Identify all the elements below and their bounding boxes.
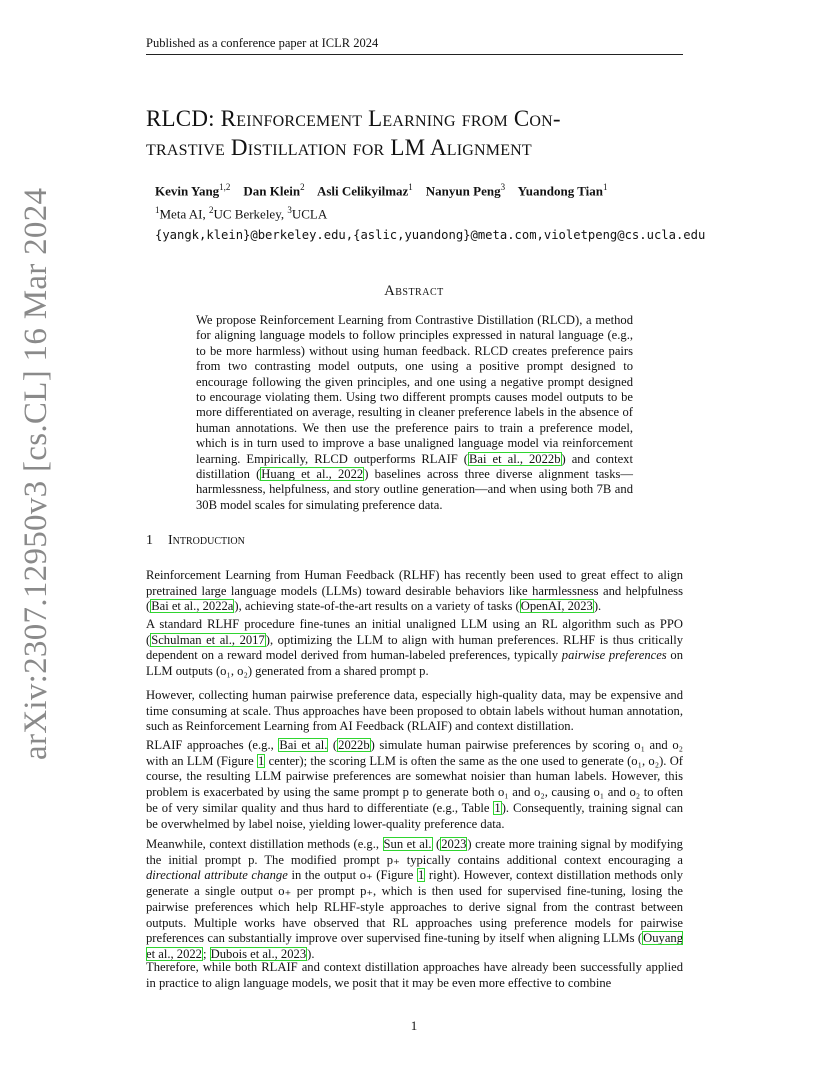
table-ref-link[interactable]: 1	[494, 800, 501, 815]
citation-link[interactable]: Bai et al., 2022b	[469, 451, 561, 466]
section-heading	[146, 533, 245, 549]
affiliation: UCLA	[291, 206, 328, 222]
header-rule	[146, 54, 683, 55]
paragraph-2	[146, 617, 683, 680]
author-affil-sup: 1	[408, 182, 413, 192]
abstract-text-part: We propose Reinforcement Learning from Contrastive Distillation (RLCD), a method for aligning language models to follow principles expressed in natural language (e.g., to be more harmless) without using human feedback. RLCD creates preference pairs from two contrasting model outputs, one using a positive prompt designed to encourage following the given principles, and one using a negative prompt designed to encourage violating them. Using two different prompts causes model outputs to be more differentiated on average, resulting in cleaner preference labels in the absence of human annotations. We then use the preference pairs to train a preference model, which is in turn used to improve a base unaligned language model via reinforcement learning. Empirically, RLCD outperforms RLAIF (	[196, 313, 633, 466]
title-line-1: RLCD: Reinforcement Learning from Con-	[146, 106, 561, 131]
arxiv-identifier: arXiv:2307.12950v3 [cs.CL] 16 Mar 2024	[18, 187, 54, 760]
author-name: Yuandong Tian	[517, 183, 604, 199]
citation-link[interactable]: Bai et al.	[279, 738, 328, 752]
affiliation: UC Berkeley,	[213, 206, 288, 222]
citation-link[interactable]: Huang et al., 2022	[261, 467, 364, 482]
running-header: Published as a conference paper at ICLR 2024	[146, 36, 379, 50]
paragraph-1	[146, 568, 683, 615]
author-affil-sup: 3	[500, 182, 506, 192]
paragraph-text: A standard RLHF procedure fine-tunes an initial unaligned LLM using an RL algorithm such as PPO (	[146, 617, 683, 647]
paragraph-text: Meanwhile, context distillation methods (e.g.,	[146, 837, 383, 851]
section-number: 1	[146, 533, 153, 548]
author-name: Kevin Yang	[155, 183, 220, 199]
citation-link[interactable]: 2023	[441, 837, 467, 851]
paper-title	[146, 104, 706, 162]
abstract-text-part: ) and context distillation (	[196, 451, 633, 482]
citation-link[interactable]: 2022b	[338, 738, 370, 752]
paragraph-text: in the output o₊ (Figure	[287, 868, 417, 883]
paragraph-text: on LLM outputs (o₁, o₂) generated from a shared prompt p.	[146, 648, 684, 679]
paragraph-text: ).	[593, 599, 602, 614]
paragraph-5: Meanwhile, context distillation methods (e.g., Sun et al. (2023) create more training signal by modifying the initial prompt p. The modified prompt p₊ typically contains additional context encouraging a directional attribute change in the output o₊ (Figure 1 right). However, context distillation methods only generate a single output o₊ per prompt p₊, which is then used for supervised fine-tuning, losing the pairwise preferences which help RLHF-style approaches to derive signal from the contrast between outputs. Multiple works have observed that RL approaches using preference models for pairwise preferences can substantially improve over supervised fine-tuning by itself when aligning LLMs (Ouyang et al., 2022; Dubois et al., 2023).	[146, 837, 684, 961]
section-title: Introduction	[168, 533, 245, 548]
paragraph-text: right). However, context distillation methods only generate a single output o₊ per prompt p₊, which is then used for supervised fine-tuning, losing the pairwise preferences which help RLHF-style approaches to derive signal from the contrast between outputs. Multiple works have observed that RL approaches using preference models for pairwise preferences can substantially improve over supervised fine-tuning by itself when aligning LLMs (	[146, 868, 684, 946]
paragraph-text: center); the scoring LLM is often the same as the one used to generate (o₁, o₂). Of course, the resulting LLM pairwise preferences are somewhat noisier than human labels. However, this problem is exacerbated by using the same prompt p to generate both o₁ and o₂, causing o₁ and o₂ to often be of very similar quality and thus hard to differentiate (e.g., Table	[146, 753, 683, 815]
paragraph-3: However, collecting human pairwise preference data, especially high-quality data, may be expensive and time consuming at scale. Thus approaches have been proposed to obtain labels without human annotation, such as Reinforcement Learning from AI Feedback (RLAIF) and context distillation.	[146, 688, 683, 734]
affil-sup: 3	[287, 205, 292, 215]
affiliation: Meta AI,	[159, 206, 209, 222]
figure-ref-link[interactable]: 1	[417, 868, 425, 883]
paragraph-text: ). Consequently, training signal can be overwhelmed by label noise, yielding lower-quality preference data.	[146, 800, 683, 831]
citation-link[interactable]: Dubois et al., 2023	[210, 946, 307, 961]
paragraph-text: Reinforcement Learning from Human Feedback (RLHF) has recently been used to great effect to align pretrained large language models (LLMs) toward desirable behaviors like harmlessness and helpfulness (	[146, 568, 683, 614]
affiliations	[155, 205, 327, 222]
author-affil-sup: 1,2	[219, 182, 231, 192]
emphasis-text: directional attribute change	[146, 868, 288, 883]
author-name: Asli Celikyilmaz	[316, 183, 409, 199]
paragraph-text: ), optimizing the LLM to align with human preferences. RLHF is thus critically dependent on a reward model derived from human-labeled preferences, typically	[146, 632, 683, 663]
citation-link[interactable]: Ouyang et al., 2022	[146, 931, 683, 961]
paragraph-text: RLAIF approaches (e.g.,	[146, 738, 279, 752]
affil-sup: 1	[155, 205, 160, 215]
author-name: Nanyun Peng	[425, 183, 501, 199]
page-number: 1	[410, 1018, 418, 1033]
author-list	[155, 182, 715, 199]
title-line-2: trastive Distillation for LM Alignment	[146, 135, 532, 160]
author-affil-sup: 1	[603, 182, 608, 192]
citation-link[interactable]: OpenAI, 2023	[520, 599, 593, 614]
paragraph-text: ) create more training signal by modifying the initial prompt p. The modified prompt p₊ typically contains additional context encouraging a	[146, 837, 683, 867]
citation-link[interactable]: Schulman et al., 2017	[151, 632, 265, 647]
abstract-heading: Abstract	[384, 283, 444, 299]
affil-sup: 2	[208, 205, 214, 215]
abstract-text-part: ) baselines across three diverse alignment tasks—harmlessness, helpfulness, and story outline generation—and when using both 7B and 30B model scales for simulating preference data.	[196, 467, 633, 512]
author-affil-sup: 2	[300, 182, 305, 192]
citation-link[interactable]: Bai et al., 2022a	[151, 599, 234, 614]
emphasis-text: pairwise preferences	[561, 648, 667, 663]
paragraph-4: RLAIF approaches (e.g., Bai et al. (2022b) simulate human pairwise preferences by scoring o₁ and o₂ with an LLM (Figure 1 center); the scoring LLM is often the same as the one used to generate (o₁, o₂). Of course, the resulting LLM pairwise preferences are somewhat noisier than human labels. However, this problem is exacerbated by using the same prompt p to generate both o₁ and o₂, causing o₁ and o₂ to often be of very similar quality and thus hard to differentiate (e.g., Table 1). Consequently, training signal can be overwhelmed by label noise, yielding lower-quality preference data.	[146, 738, 684, 831]
author-name: Dan Klein	[243, 183, 301, 199]
paragraph-text: ), achieving state-of-the-art results on a variety of tasks (	[234, 599, 520, 614]
paragraph-text: ) simulate human pairwise preferences by scoring o₁ and o₂ with an LLM (Figure	[146, 738, 684, 768]
citation-link[interactable]: Sun et al.	[383, 837, 432, 851]
author-emails: {yangk,klein}@berkeley.edu,{aslic,yuandong}@meta.com,violetpeng@cs.ucla.edu	[155, 228, 706, 242]
abstract-text	[196, 313, 633, 513]
figure-ref-link[interactable]: 1	[258, 753, 265, 768]
paragraph-6: Therefore, while both RLAIF and context distillation approaches have already been successfully applied in practice to align language models, we posit that it may be even more effective to combine	[146, 960, 683, 990]
paragraph-text: ).	[307, 946, 315, 961]
paragraph-text: ;	[202, 946, 210, 961]
